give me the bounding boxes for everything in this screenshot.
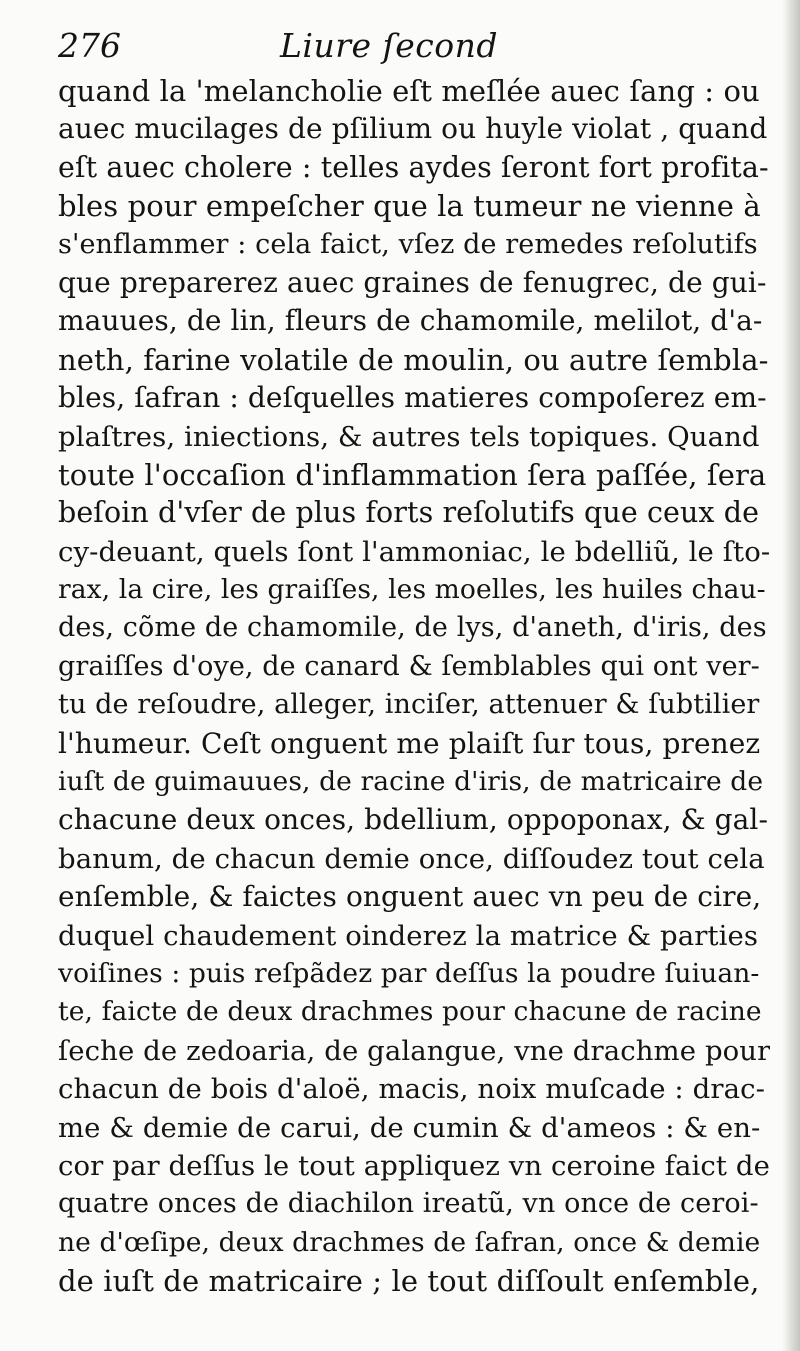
text-line: quand la 'melancholie eſt meſlée auec ſang : ou <box>58 74 760 108</box>
text-line: eſt auec cholere : telles aydes ſeront fort profita- <box>58 150 769 184</box>
text-line: duquel chaudement oinderez la matrice & parties <box>58 919 759 952</box>
running-title: Liure ſecond <box>280 26 498 65</box>
text-line: enſemble, & faictes onguent auec vn peu de cire, <box>58 880 762 914</box>
text-line: voiſines : puis reſpãdez par deſſus la poudre ſuiuan- <box>58 957 760 989</box>
text-line: s'enflammer : cela faict, vſez de remedes reſolutifs <box>58 228 758 260</box>
text-line: ſeche de zedoaria, de galangue, vne drachme pour <box>58 1034 770 1067</box>
text-line: graiſſes d'oye, de canard & ſemblables qui ont ver- <box>58 650 760 682</box>
text-line: l'humeur. Ceſt onguent me plaiſt ſur tous, prenez <box>58 726 761 760</box>
text-line: te, faicte de deux drachmes pour chacune de racine <box>58 996 762 1028</box>
text-line: que preparerez auec graines de fenugrec, de gui- <box>58 265 767 299</box>
text-line: chacun de bois d'aloë, macis, noix muſcade : drac- <box>58 1073 765 1106</box>
text-line: bles pour empeſcher que la tumeur ne vienne à <box>58 189 761 224</box>
page-number: 276 <box>58 26 121 65</box>
text-line: me & demie de carui, de cumin & d'ameos : & en- <box>58 1111 761 1144</box>
text-line: cor par deſſus le tout appliquez vn ceroine faict de <box>58 1149 770 1182</box>
text-line: des, cõme de chamomile, de lys, d'aneth, d'iris, des <box>58 612 767 644</box>
page-header <box>58 20 758 70</box>
text-line: banum, de chacun demie once, diſſoudez tout cela <box>58 842 765 875</box>
text-line: ne d'œſipe, deux drachmes de ſafran, once & demie <box>58 1226 761 1258</box>
text-line: plaſtres, iniections, & autres tels topiques. Quand <box>58 420 760 453</box>
body-text <box>58 72 770 1301</box>
text-line: tu de reſoudre, alleger, inciſer, attenuer & ſubtilier <box>58 689 760 721</box>
text-line: toute l'occaſion d'inflammation ſera paſſée, ſera <box>58 457 767 492</box>
text-line: rax, la cire, les graiſſes, les moelles, les huiles chau- <box>58 574 766 606</box>
text-line: chacune deux onces, bdellium, oppoponax, & gal- <box>58 803 769 837</box>
text-line: auec mucilages de pſilium ou huyle violat , quand <box>58 112 768 146</box>
text-line: de iuſt de matricaire ; le tout diſſoult enſemble, <box>58 1264 760 1299</box>
text-line: neth, farine volatile de moulin, ou autre ſembla- <box>58 342 769 377</box>
page-edge-shadow <box>782 0 800 1351</box>
text-line: bles, ſafran : deſquelles matieres compoſerez em- <box>58 381 767 415</box>
text-line: mauues, de lin, fleurs de chamomile, melilot, d'a- <box>58 304 763 338</box>
text-line: iuſt de guimauues, de racine d'iris, de matricaire de <box>58 766 764 798</box>
text-line: cy-deuant, quels ſont l'ammoniac, le bdelliũ, le ſto- <box>58 535 770 568</box>
text-line: beſoin d'vſer de plus forts reſolutifs que ceux de <box>58 496 760 530</box>
text-line: quatre onces de diachilon ireatũ, vn once de ceroi- <box>58 1188 759 1220</box>
